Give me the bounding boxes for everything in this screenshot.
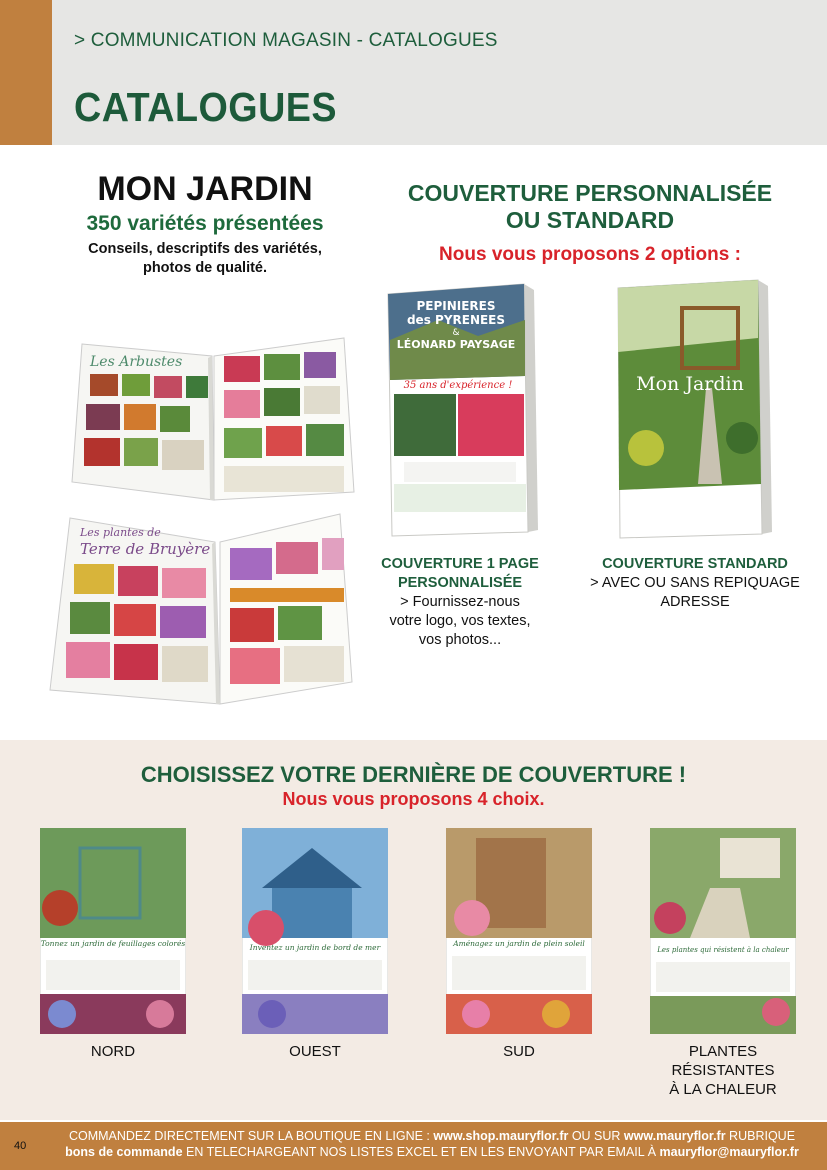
footer-text-part: bons de commande — [65, 1145, 183, 1159]
custom-cover-text: & — [452, 328, 460, 338]
shrub — [726, 422, 758, 454]
plant-photo — [86, 404, 120, 430]
plant-photo — [186, 376, 208, 398]
shrub — [654, 902, 686, 934]
plant-text-block — [162, 646, 208, 682]
standard-cover-caption — [580, 555, 810, 612]
back-cover-title: CHOISISSEZ VOTRE DERNIÈRE DE COUVERTURE ! — [140, 762, 687, 787]
plant-photo — [122, 374, 150, 396]
cover-photo — [458, 394, 524, 456]
custom-cover-text: PEPINIERES — [416, 299, 496, 313]
cover-hours-block — [394, 484, 526, 512]
back-cover-label: OUEST — [289, 1043, 341, 1060]
plant-photo — [266, 426, 302, 456]
caption-desc: vos photos... — [418, 632, 502, 648]
plant-text-block — [284, 646, 344, 682]
plant-photo — [154, 376, 182, 398]
cover-text-block — [656, 962, 790, 992]
title-line: OU STANDARD — [505, 207, 675, 233]
caption-desc: > Fournissez-nous — [400, 594, 520, 610]
plant-photo — [278, 606, 322, 640]
label-line: À LA CHALEUR — [669, 1081, 777, 1098]
flower — [762, 998, 790, 1026]
plant-photo — [118, 566, 158, 596]
flower — [542, 1000, 570, 1028]
plant-photo — [304, 352, 336, 378]
plant-photo — [160, 406, 190, 432]
shop-link[interactable]: www.shop.mauryflor.fr — [433, 1129, 569, 1143]
mon-jardin-description — [60, 240, 350, 278]
plant-photo — [264, 388, 300, 416]
back-cover-subtitle: Nous vous proposons 4 choix. — [282, 789, 545, 809]
plant-photo — [230, 648, 280, 684]
footer-text-part: RUBRIQUE — [725, 1129, 796, 1143]
custom-cover-book — [378, 280, 538, 538]
plant-photo — [84, 438, 120, 466]
plant-text-block — [304, 386, 340, 414]
header-accent-bar — [0, 0, 52, 145]
breadcrumb: > COMMUNICATION MAGASIN - CATALOGUES — [74, 30, 498, 51]
shrub — [248, 910, 284, 946]
back-cover-nord — [40, 828, 186, 1034]
plant-photo — [114, 604, 156, 636]
house — [272, 888, 352, 938]
label-line: RÉSISTANTES — [671, 1062, 775, 1079]
caption-desc: votre logo, vos textes, — [389, 613, 531, 629]
catalogue-spread-arbustes — [64, 332, 364, 512]
plant-photo — [322, 538, 344, 570]
hydrangea — [48, 1000, 76, 1028]
plant-photo — [124, 404, 156, 430]
custom-cover-text: LÉONARD PAYSAGE — [396, 338, 516, 351]
custom-cover-banner: 35 ans d'expérience ! — [403, 380, 513, 391]
plant-photo — [70, 602, 110, 634]
oleander — [454, 900, 490, 936]
back-cover-label — [630, 1042, 816, 1099]
echinacea — [462, 1000, 490, 1028]
heather — [146, 1000, 174, 1028]
spread-heading: Les plantes de — [80, 526, 161, 539]
footer-text-part: OU SUR — [568, 1129, 624, 1143]
cover-text-block — [248, 960, 382, 990]
catalogue-spread-terre-de-bruyere — [40, 512, 360, 712]
mon-jardin-title: MON JARDIN — [97, 170, 313, 208]
custom-cover-text: des PYRENEES — [406, 313, 506, 327]
back-cover-sud — [446, 828, 592, 1034]
cover-photo — [394, 394, 456, 456]
plant-photo — [230, 608, 274, 642]
plant-photo — [74, 564, 114, 594]
plant-photo — [276, 542, 318, 574]
caption-label: COUVERTURE 1 PAGE — [381, 556, 539, 572]
cover-address-block — [404, 462, 516, 482]
website-link[interactable]: www.mauryflor.fr — [623, 1129, 726, 1143]
house — [720, 838, 780, 878]
back-cover-label: SUD — [503, 1043, 535, 1060]
title-line: COUVERTURE PERSONNALISÉE — [407, 180, 773, 206]
plant-photo — [230, 548, 272, 580]
email-link[interactable]: mauryflor@mauryflor.fr — [659, 1145, 799, 1159]
custom-cover-caption — [370, 555, 550, 650]
couverture-options: Nous vous proposons 2 options : — [439, 244, 741, 265]
shrub — [628, 430, 664, 466]
standard-cover-title: Mon Jardin — [636, 373, 744, 395]
cover-script: Les plantes qui résistent à la chaleur — [657, 946, 789, 954]
desc-line: Conseils, descriptifs des variétés, — [88, 241, 322, 257]
plant-photo — [66, 642, 110, 678]
plant-photo — [224, 356, 260, 382]
cover-text-block — [46, 960, 180, 990]
tree — [42, 890, 78, 926]
back-cover-label: NORD — [90, 1043, 136, 1060]
plant-photo — [224, 428, 262, 458]
couverture-title — [380, 180, 800, 234]
plant-photo — [306, 424, 344, 456]
caption-label: COUVERTURE STANDARD — [602, 556, 788, 572]
caption-label: PERSONNALISÉE — [397, 575, 523, 591]
plant-photo — [264, 354, 300, 380]
caption-desc: ADRESSE — [660, 594, 730, 610]
flower — [258, 1000, 286, 1028]
plant-photo — [160, 606, 206, 638]
footer-text-part: EN TELECHARGEANT NOS LISTES EXCEL ET EN LES ENVOYANT PAR EMAIL À — [182, 1145, 660, 1159]
plant-photo — [124, 438, 158, 466]
page-title: CATALOGUES — [74, 84, 338, 130]
plant-photo — [224, 390, 260, 418]
cover-script: Tonnez un jardin de feuillages colorés — [40, 939, 186, 948]
cover-script: Aménagez un jardin de plein soleil — [453, 939, 585, 948]
plant-banner — [230, 588, 344, 602]
caption-desc: > AVEC OU SANS REPIQUAGE — [590, 575, 800, 591]
cover-script: Inventez un jardin de bord de mer — [249, 943, 381, 952]
mon-jardin-subtitle: 350 variétés présentées — [86, 212, 324, 235]
footer-text — [52, 1128, 812, 1160]
spread-heading: Les Arbustes — [90, 354, 183, 370]
spread-heading: Terre de Bruyère — [80, 540, 211, 558]
standard-cover-book — [612, 278, 772, 540]
footer-text-part: COMMANDEZ DIRECTEMENT SUR LA BOUTIQUE EN LIGNE : — [68, 1129, 434, 1143]
plant-photo — [114, 644, 158, 680]
back-cover-chaleur — [650, 828, 796, 1034]
plant-text-block — [224, 466, 344, 492]
back-cover-ouest — [242, 828, 388, 1034]
plant-text-block — [162, 440, 204, 470]
desc-line: photos de qualité. — [142, 260, 268, 276]
plant-photo — [90, 374, 118, 396]
page-number: 40 — [14, 1140, 27, 1152]
plant-photo — [162, 568, 206, 598]
label-line: PLANTES — [688, 1043, 758, 1060]
cover-text-block — [452, 956, 586, 990]
